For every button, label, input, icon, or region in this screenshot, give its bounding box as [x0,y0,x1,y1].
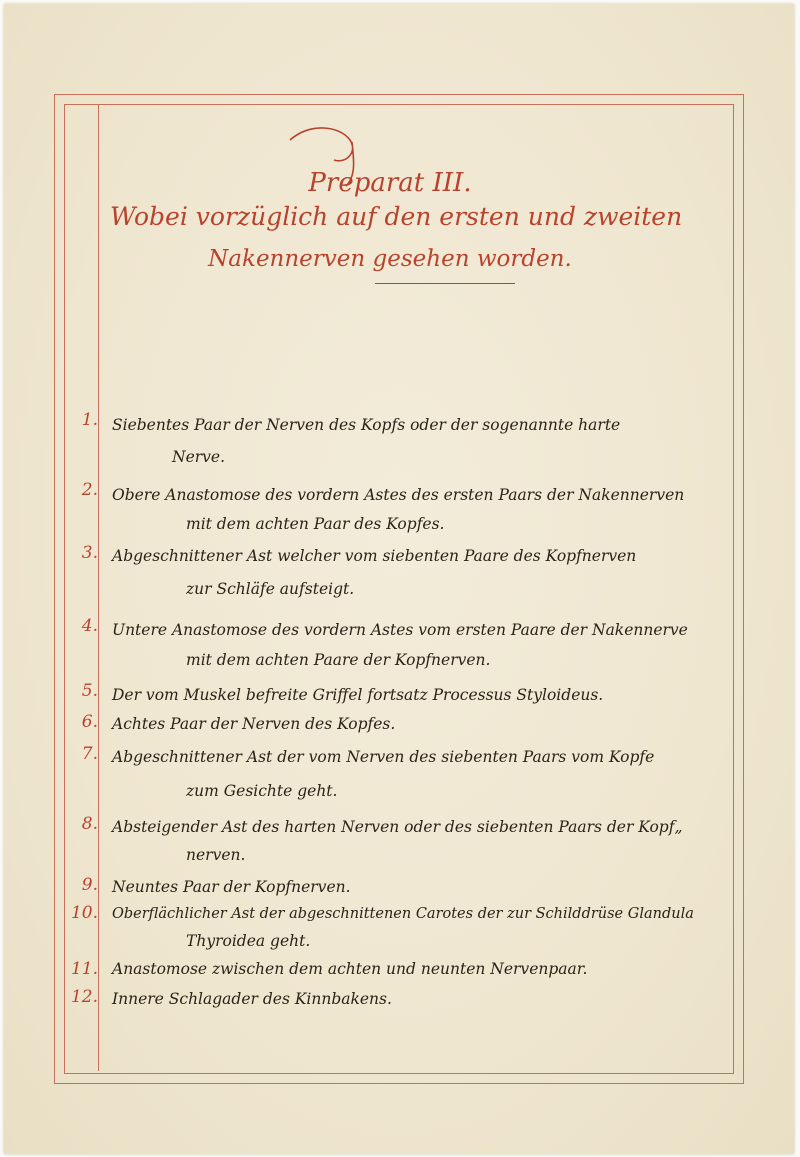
item-text: Achtes Paar der Nerven des Kopfes. [112,715,396,733]
item-number: 3. [81,543,98,563]
heading-title: Preparat III. [308,168,472,198]
heading-underline [375,283,515,284]
item-number: 4. [81,616,98,636]
item-number: 12. [70,987,98,1007]
item-number: 2. [81,480,98,500]
item-text: Absteigender Ast des harten Nerven oder des siebenten Paars der Kopf„ [112,818,683,836]
item-number: 5. [81,681,98,701]
item-number: 9. [81,875,98,895]
item-number: 8. [81,814,98,834]
item-text: Abgeschnittener Ast welcher vom siebenten Paare des Kopfnerven [112,547,637,565]
item-number: 7. [81,744,98,764]
item-text: Abgeschnittener Ast der vom Nerven des siebenten Paars vom Kopfe [112,748,655,766]
item-text: Neuntes Paar der Kopfnerven. [112,878,351,896]
item-text-continued: mit dem achten Paar des Kopfes. [186,515,445,533]
item-number: 10. [70,903,98,923]
item-text: Der vom Muskel befreite Griffel fortsatz Processus Styloideus. [112,686,604,704]
item-text: Innere Schlagader des Kinnbakens. [112,990,392,1008]
item-text-continued: Nerve. [172,448,226,466]
left-margin-rule [98,105,99,1071]
item-text: Untere Anastomose des vordern Astes vom ersten Paare der Nakennerve [112,621,688,639]
item-number: 11. [70,959,98,979]
heading-line-3: Nakennerven gesehen worden. [208,246,572,272]
heading-line-2: Wobei vorzüglich auf den ersten und zweiten [110,202,683,231]
item-text: Obere Anastomose des vordern Astes des ersten Paars der Nakennerven [112,486,685,504]
item-text: Anastomose zwischen dem achten und neunten Nervenpaar. [112,960,588,978]
item-text-continued: nerven. [186,846,246,864]
item-text-continued: zur Schläfe aufsteigt. [186,580,355,598]
item-text: Oberflächlicher Ast der abgeschnittenen Carotes der zur Schilddrüse Glandula [112,906,694,922]
item-text: Siebentes Paar der Nerven des Kopfs oder der sogenannte harte [112,416,621,434]
item-text-continued: zum Gesichte geht. [186,782,338,800]
item-text-continued: mit dem achten Paare der Kopfnerven. [186,651,491,669]
item-number: 1. [81,410,98,430]
item-text-continued: Thyroidea geht. [186,932,311,950]
item-number: 6. [81,712,98,732]
